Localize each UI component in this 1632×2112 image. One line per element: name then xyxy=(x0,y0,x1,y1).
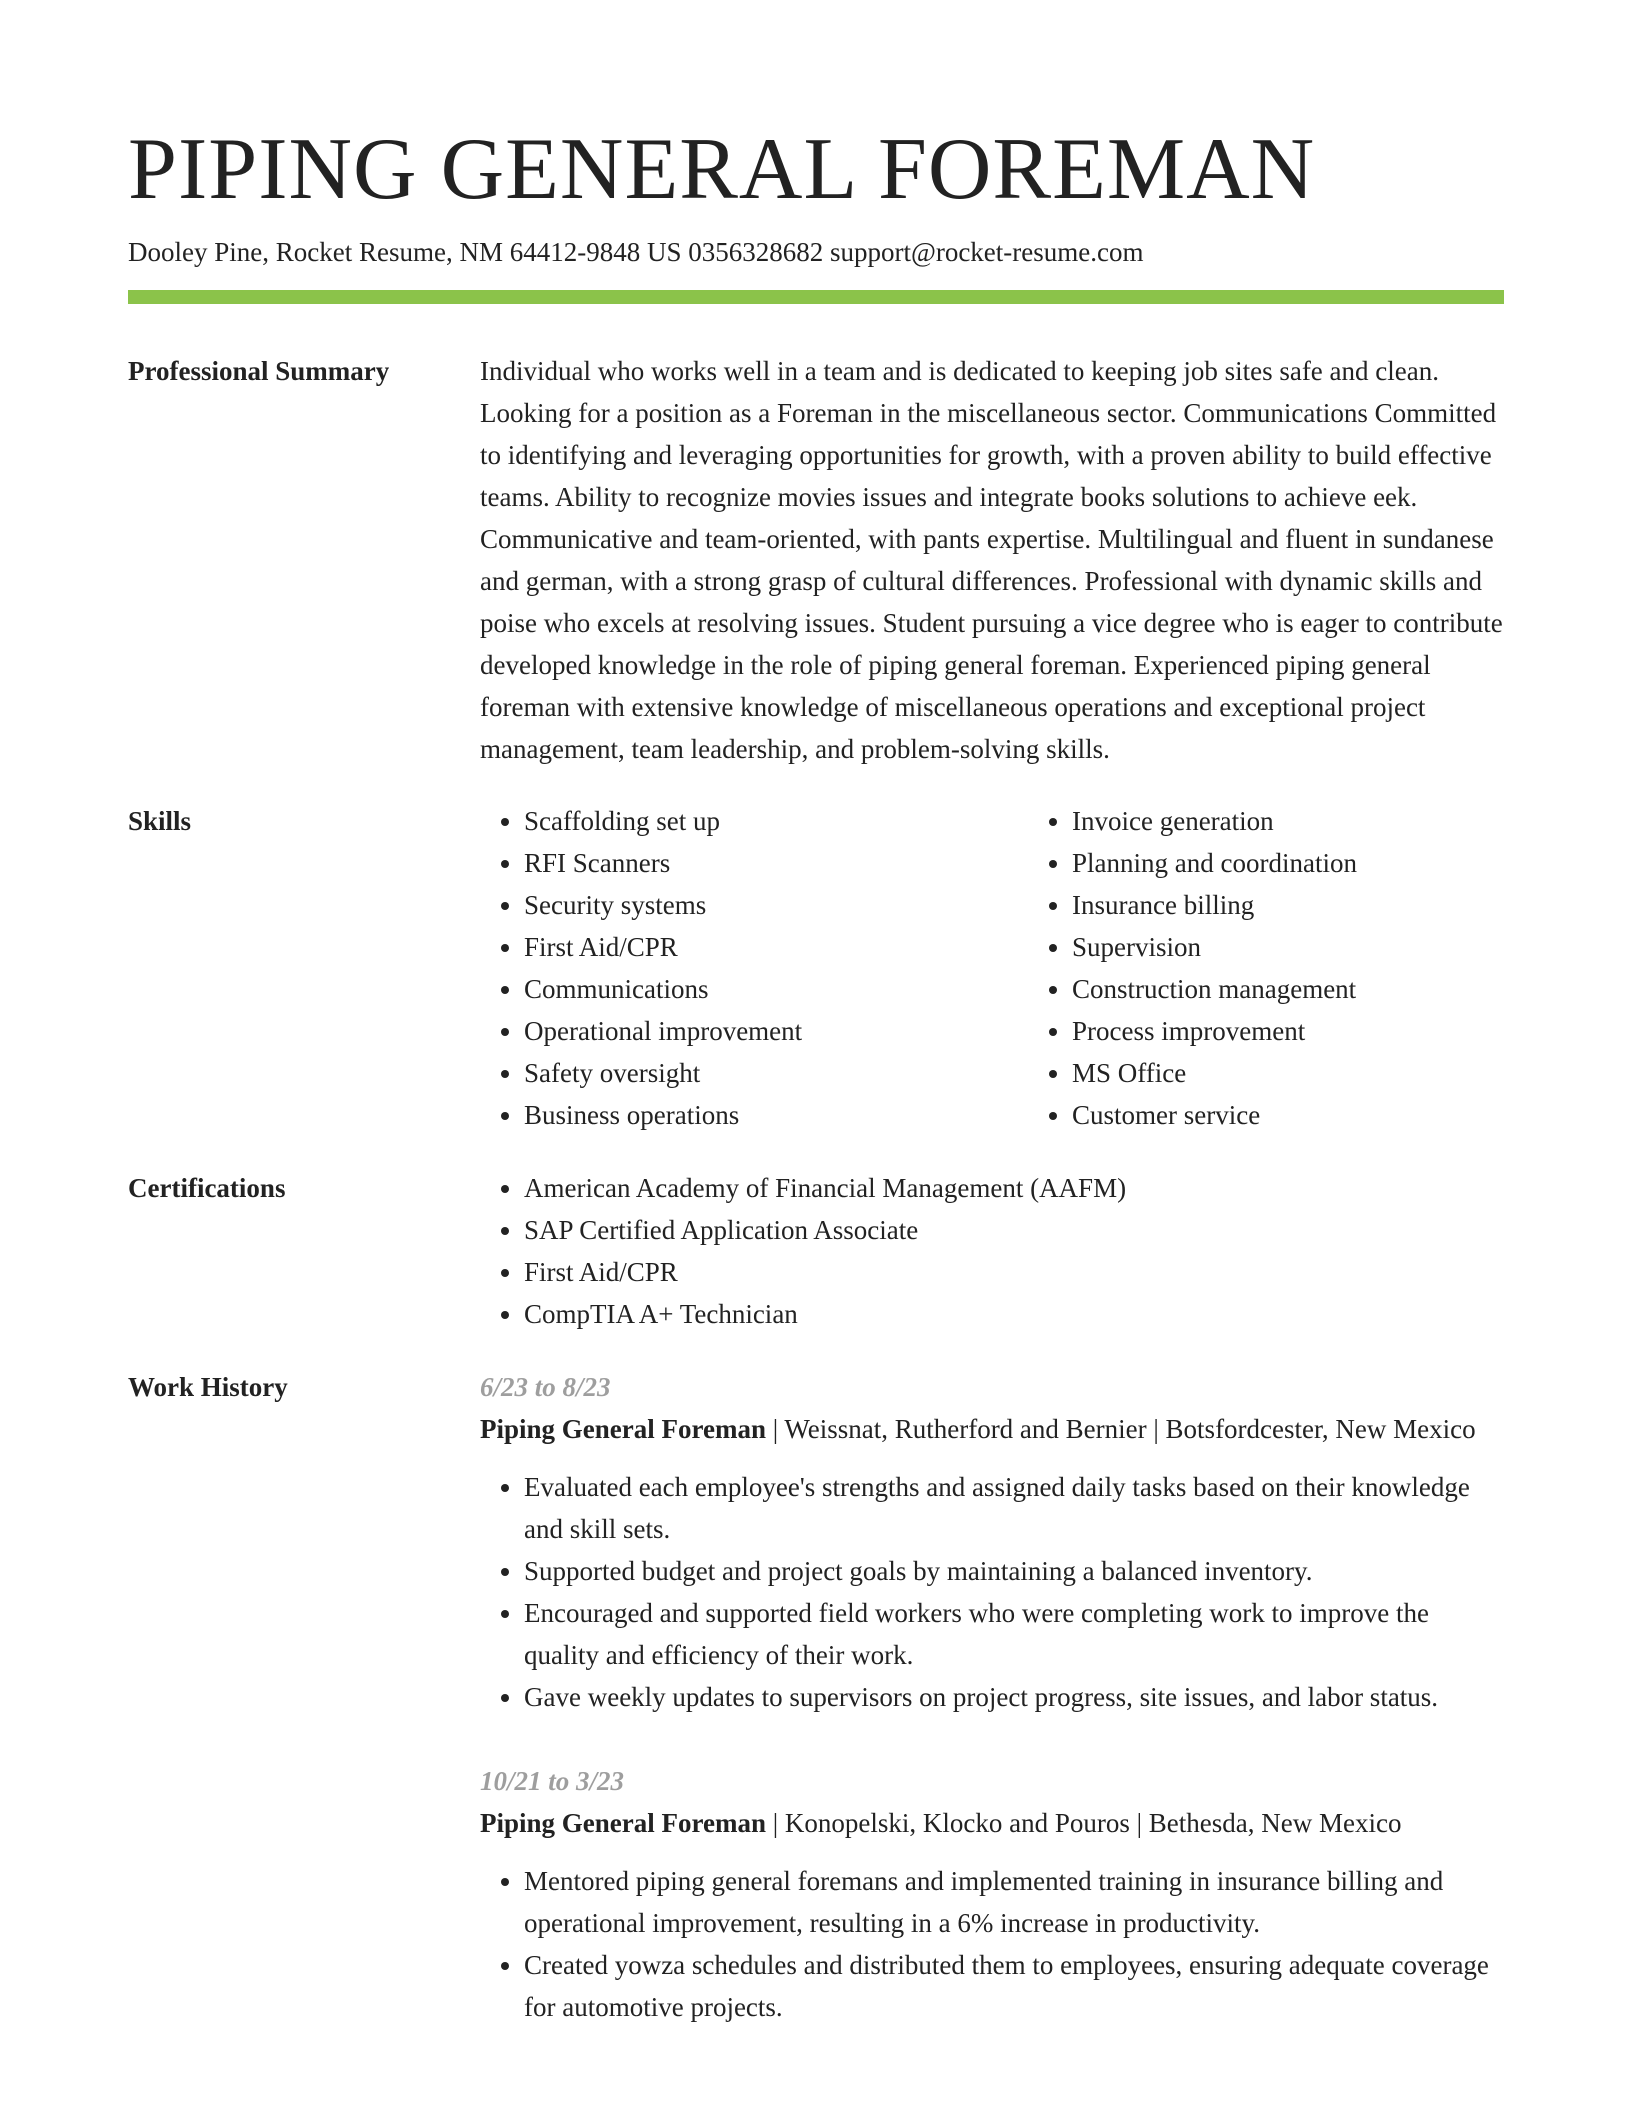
skill-item: • Business operations xyxy=(524,1094,1028,1136)
skills-section xyxy=(128,800,1504,1136)
certifications-section xyxy=(128,1167,1504,1335)
job-separator: | xyxy=(765,1808,785,1838)
certification-item: • American Academy of Financial Management (AAFM) xyxy=(524,1167,1504,1209)
job-company: Weissnat, Rutherford and Bernier xyxy=(784,1414,1147,1444)
skill-item: • Invoice generation xyxy=(1072,800,1576,842)
job-entry xyxy=(480,1760,1504,2028)
job-title: Piping General Foreman xyxy=(480,1808,766,1838)
resume-page xyxy=(128,120,1504,2070)
contact-info: Dooley Pine, Rocket Resume, NM 64412-9848 US 0356328682 support@rocket-resume.com xyxy=(128,237,1144,267)
job-heading xyxy=(480,1802,1504,1844)
accent-divider xyxy=(128,290,1504,304)
job-dates: 6/23 to 8/23 xyxy=(480,1372,611,1402)
certification-item: • First Aid/CPR xyxy=(524,1251,1504,1293)
job-duty-item: • Mentored piping general foremans and implemented training in insurance billing and operational improvement, resulting in a 6% increase in productivity. xyxy=(524,1860,1504,1944)
skills-heading: Skills xyxy=(128,806,192,836)
job-duty-item: • Created yowza schedules and distributed them to employees, ensuring adequate coverage for automotive projects. xyxy=(524,1944,1504,2028)
skill-item: • Supervision xyxy=(1072,926,1576,968)
certification-item: • CompTIA A+ Technician xyxy=(524,1293,1504,1335)
job-duty-item: • Evaluated each employee's strengths and assigned daily tasks based on their knowledge and skill sets. xyxy=(524,1466,1504,1550)
skill-item: • Communications xyxy=(524,968,1028,1010)
certifications-heading: Certifications xyxy=(128,1173,286,1203)
summary-heading: Professional Summary xyxy=(128,356,390,386)
skill-item: • Security systems xyxy=(524,884,1028,926)
summary-section xyxy=(128,350,1504,770)
certification-item: • SAP Certified Application Associate xyxy=(524,1209,1504,1251)
skill-item: • Construction management xyxy=(1072,968,1576,1010)
skill-item: • First Aid/CPR xyxy=(524,926,1028,968)
skill-item: • Insurance billing xyxy=(1072,884,1576,926)
skill-item: • Planning and coordination xyxy=(1072,842,1576,884)
skill-item: • Process improvement xyxy=(1072,1010,1576,1052)
skill-item: • RFI Scanners xyxy=(524,842,1028,884)
job-duties-list xyxy=(480,1466,1504,1718)
resume-title: PIPING GENERAL FOREMAN xyxy=(128,121,1316,218)
skill-item: • Customer service xyxy=(1072,1094,1576,1136)
work-history-heading: Work History xyxy=(128,1372,288,1402)
job-location: Botsfordcester, New Mexico xyxy=(1165,1414,1476,1444)
skill-item: • Operational improvement xyxy=(524,1010,1028,1052)
job-dates: 10/21 to 3/23 xyxy=(480,1766,625,1796)
job-separator: | xyxy=(1146,1414,1166,1444)
work-history-section xyxy=(128,1366,1504,2070)
job-company: Konopelski, Klocko and Pouros xyxy=(784,1808,1130,1838)
job-title: Piping General Foreman xyxy=(480,1414,766,1444)
job-separator: | xyxy=(1129,1808,1149,1838)
job-heading xyxy=(480,1408,1504,1450)
job-entry xyxy=(480,1366,1504,1718)
skills-list-right xyxy=(1028,800,1576,1136)
job-duty-item: • Gave weekly updates to supervisors on project progress, site issues, and labor status. xyxy=(524,1676,1504,1718)
job-duty-item: • Supported budget and project goals by maintaining a balanced inventory. xyxy=(524,1550,1504,1592)
skill-item: • Safety oversight xyxy=(524,1052,1028,1094)
job-location: Bethesda, New Mexico xyxy=(1148,1808,1402,1838)
summary-text: Individual who works well in a team and is dedicated to keeping job sites safe and clean. Looking for a position as a Foreman in the miscellaneous sector. Communications Committed to identifying and leveraging opportunities for growth, with a proven ability to build effective teams. Ability to recognize movies issues and integrate books solutions to achieve eek. Communicative and team-oriented, with pants expertise. Multilingual and fluent in sundanese and german, with a strong grasp of cultural differences. Professional with dynamic skills and poise who excels at resolving issues. Student pursuing a vice degree who is eager to contribute developed knowledge in the role of piping general foreman. Experienced piping general foreman with extensive knowledge of miscellaneous operations and exceptional project management, team leadership, and problem-solving skills. xyxy=(480,356,1503,764)
certifications-list xyxy=(480,1167,1504,1335)
job-separator: | xyxy=(765,1414,785,1444)
job-duties-list xyxy=(480,1860,1504,2028)
job-duty-item: • Encouraged and supported field workers who were completing work to improve the quality and efficiency of their work. xyxy=(524,1592,1504,1676)
skill-item: • Scaffolding set up xyxy=(524,800,1028,842)
skill-item: • MS Office xyxy=(1072,1052,1576,1094)
skills-list-left xyxy=(480,800,1028,1136)
